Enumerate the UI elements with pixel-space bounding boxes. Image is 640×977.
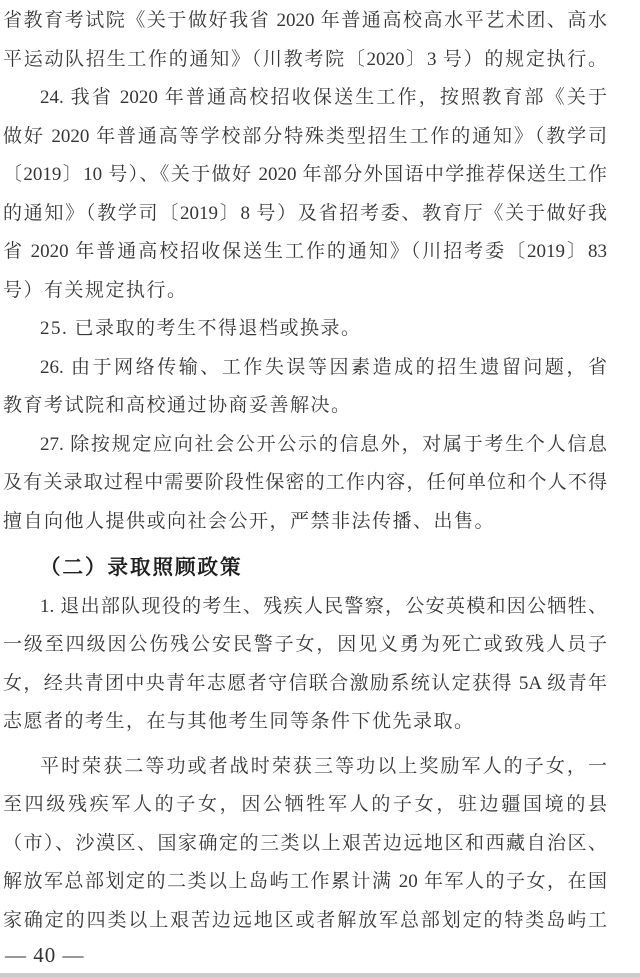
text-line: 女，经共青团中央青年志愿者守信联合激励系统认定获得 5A 级青年	[3, 672, 607, 694]
text-line: 24. 我省 2020 年普通高校招收保送生工作，按照教育部《关于	[40, 87, 607, 108]
page-number: — 40 —	[5, 943, 85, 967]
text-line: 号）有关规定执行。	[3, 279, 188, 301]
text-line: 家确定的四类以上艰苦边远地区或者解放军总部划定的特类岛屿工	[3, 909, 607, 931]
text-line: 省 2020 年普通高校招收保送生工作的通知》（川招考委〔2019〕83	[3, 241, 607, 262]
scan-edge-artifact	[0, 973, 640, 977]
text-line: 一级至四级因公伤残公安民警子女，因见义勇为死亡或致残人员子	[3, 634, 607, 655]
text-line: 及有关录取过程中需要阶段性保密的工作内容，任何单位和个人不得	[3, 472, 607, 493]
text-line: 省教育考试院《关于做好我省 2020 年普通高校高水平艺术团、高水	[3, 10, 607, 31]
text-line: 1. 退出部队现役的考生、残疾人民警察，公安英模和因公牺牲、	[40, 595, 607, 617]
text-line: 的通知》（教学司〔2019〕8 号）及省招考委、教育厅《关于做好我	[3, 202, 607, 224]
text-line: 平运动队招生工作的通知》（川教考院〔2020〕3 号）的规定执行。	[3, 48, 607, 70]
text-line: 26. 由于网络传输、工作失误等因素造成的招生遗留问题，省	[40, 356, 607, 378]
text-line: （市）、沙漠区、国家确定的三类以上艰苦边远地区和西藏自治区、	[3, 832, 607, 854]
text-line: 〔2019〕10 号）、《关于做好 2020 年部分外国语中学推荐保送生工作	[3, 164, 607, 185]
text-line: 平时荣获二等功或者战时荣获三等功以上奖励军人的子女，一	[40, 755, 607, 777]
text-line: 解放军总部划定的二类以上岛屿工作累计满 20 年军人的子女，在国	[3, 871, 607, 892]
text-line: 志愿者的考生，在与其他考生同等条件下优先录取。	[3, 711, 475, 732]
text-line: 至四级残疾军人的子女，因公牺牲军人的子女，驻边疆国境的县	[3, 794, 607, 815]
text-line: 做好 2020 年普通高等学校部分特殊类型招生工作的通知》（教学司	[3, 125, 607, 147]
text-line: 擅自向他人提供或向社会公开，严禁非法传播、出售。	[3, 510, 496, 532]
text-line: 教育考试院和高校通过协商妥善解决。	[3, 395, 352, 416]
section-heading: （二）录取照顾政策	[40, 557, 243, 579]
text-line: 27. 除按规定应向社会公开公示的信息外，对属于考生个人信息	[40, 433, 607, 455]
text-line: 25. 已录取的考生不得退档或换录。	[40, 318, 362, 339]
